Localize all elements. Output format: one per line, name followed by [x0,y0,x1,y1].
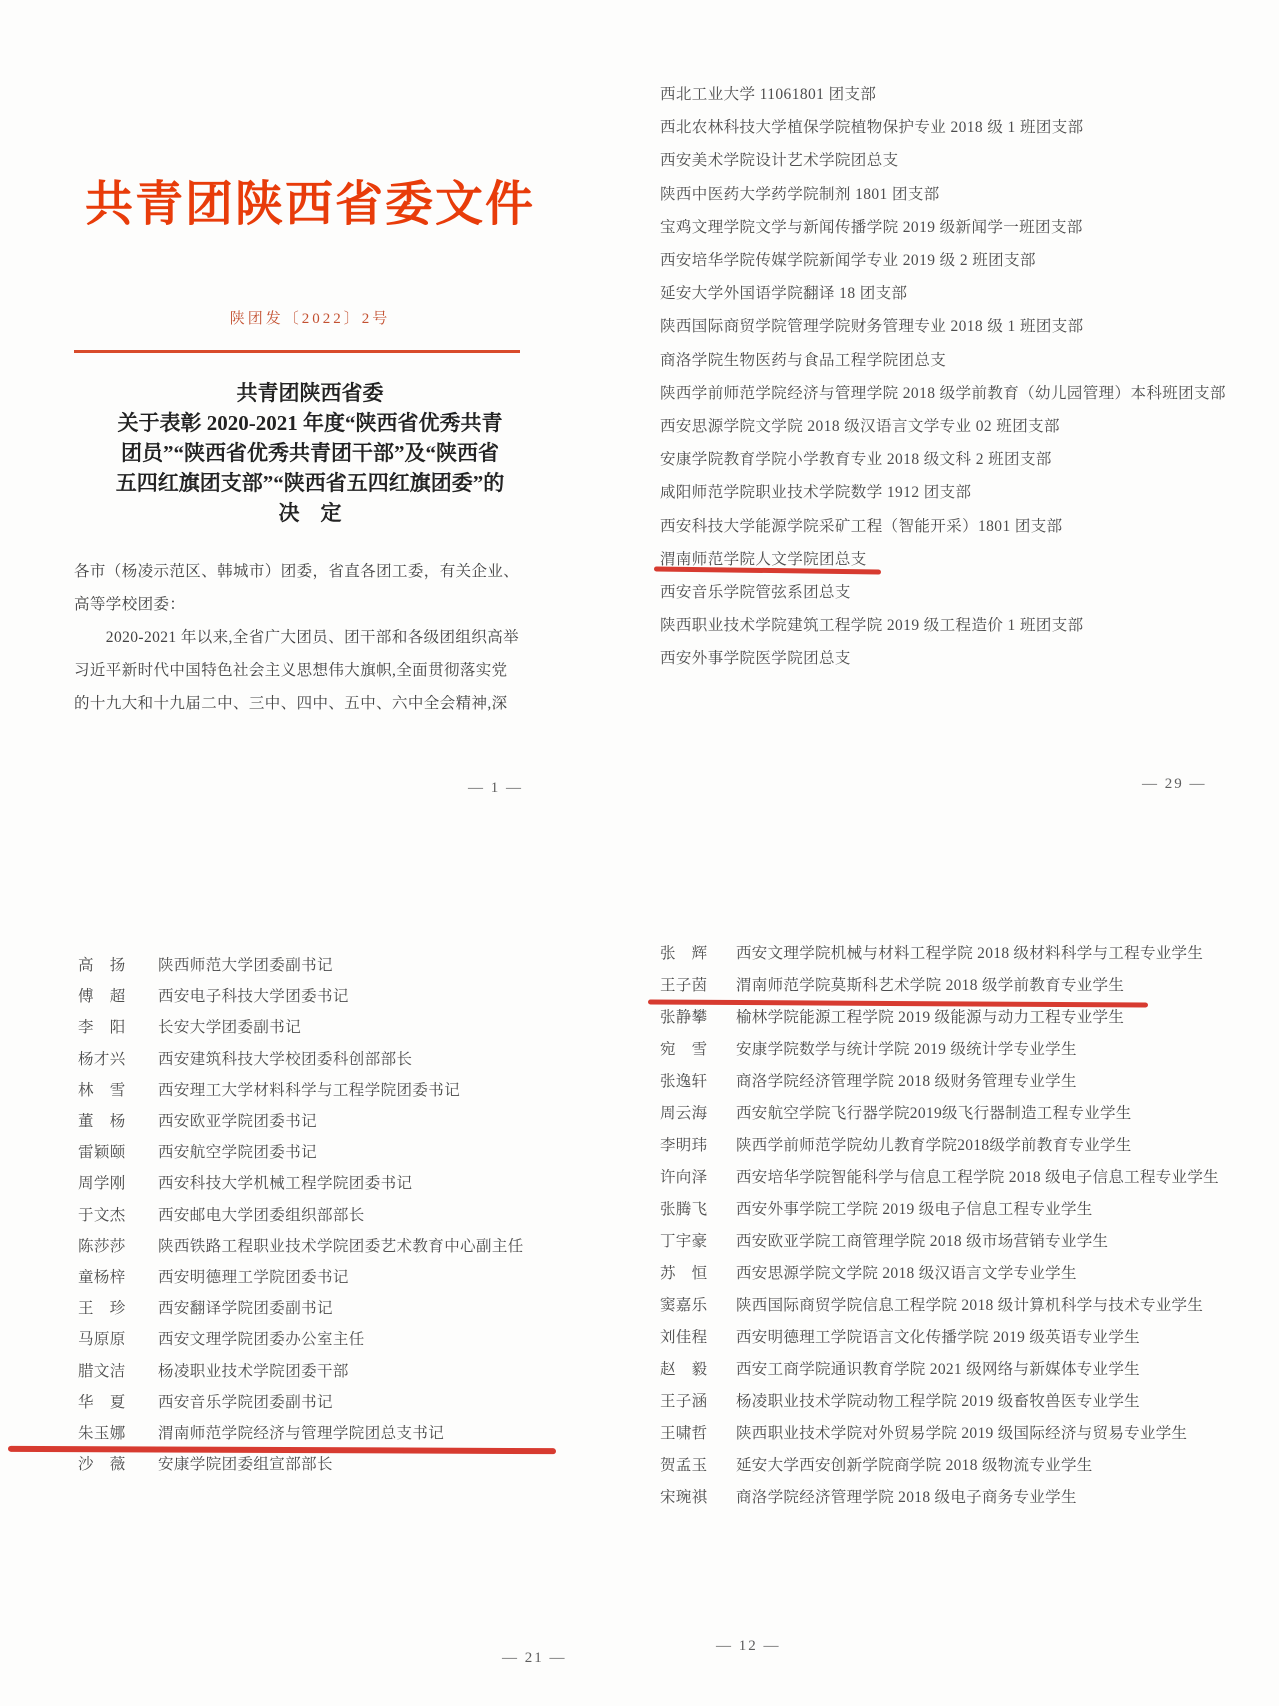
list-item [78,1324,560,1355]
person-name: 杨才兴 [78,1050,126,1068]
person-description: 陕西师范大学团委副书记 [158,957,333,974]
list-item [660,443,1238,476]
text-line [74,555,530,588]
list-item [78,950,560,981]
person-name: 宋琬祺 [660,1489,708,1506]
decision-title [50,378,570,528]
list-item [660,144,1238,177]
person-name: 刘佳程 [660,1329,708,1346]
person-name: 王子茵 [660,977,708,994]
list-item [78,1387,560,1418]
person-name: 于文杰 [78,1206,126,1224]
list-item [660,1418,1244,1450]
person-description: 西安科技大学机械工程学院团委书记 [158,1175,413,1193]
line-text: 西安音乐学院管弦系团总支 [660,584,851,602]
person-name: 王 珍 [78,1300,126,1318]
list-item [660,410,1238,443]
person-name: 周云海 [660,1105,708,1122]
person-name: 张腾飞 [660,1201,708,1218]
list-item [78,1012,560,1043]
line-text: 各市（杨凌示范区、韩城市）团委，省直各团工委，有关企业、 [74,563,520,580]
person-description: 安康学院团委组宣部部长 [158,1456,333,1474]
line-text: 安康学院教育学院小学教育专业 2018 级文科 2 班团支部 [660,451,1052,469]
person-description: 商洛学院经济管理学院 2018 级电子商务专业学生 [736,1489,1077,1506]
person-description: 西安建筑科技大学校团委科创部部长 [158,1050,413,1068]
text-line [50,438,570,468]
list-item [660,1098,1244,1130]
document-header: 共青团陕西省委文件 [84,178,535,231]
line-text: 西安美术学院设计艺术学院团总支 [660,152,899,170]
list-item [660,377,1238,410]
list-item [660,1226,1244,1258]
line-text: 陕西国际商贸学院管理学院财务管理专业 2018 级 1 班团支部 [660,318,1084,336]
list-item-highlighted [660,970,1244,1002]
list-item [660,609,1238,642]
person-description: 西安音乐学院团委副书记 [158,1393,333,1411]
student-list [660,938,1244,1514]
list-item [78,1449,560,1480]
list-item [78,1200,560,1231]
list-item-highlighted [660,543,1238,576]
line-text: 高等学校团委： [74,596,186,613]
line-text: 渭南师范学院人文学院团总支 [660,550,867,568]
list-item [660,1258,1244,1290]
person-name: 赵 毅 [660,1361,708,1378]
line-text: 咸阳师范学院职业技术学院数学 1912 团支部 [660,484,972,502]
line-text: 西安培华学院传媒学院新闻学专业 2019 级 2 班团支部 [660,252,1036,270]
line-text: 五四红旗团支部”“陕西省五四红旗团委”的 [115,471,505,495]
person-description: 西安理工大学材料科学与工程学院团委书记 [158,1081,461,1099]
list-item [660,1034,1244,1066]
list-item [660,178,1238,211]
person-description: 陕西职业技术学院对外贸易学院 2019 级国际经济与贸易专业学生 [736,1425,1188,1442]
person-name: 傅 超 [78,988,126,1006]
person-name: 沙 薇 [78,1456,126,1474]
text-line [50,408,570,438]
list-item [78,1293,560,1324]
person-name: 高 扬 [78,957,126,974]
person-name: 苏 恒 [660,1265,708,1282]
line-text: 宝鸡文理学院文学与新闻传播学院 2019 级新闻学一班团支部 [660,218,1083,236]
list-item [78,1044,560,1075]
person-description: 杨凌职业技术学院动物工程学院 2019 级畜牧兽医专业学生 [736,1393,1140,1410]
red-divider [74,350,520,353]
list-item [660,1290,1244,1322]
person-name: 丁宇豪 [660,1233,708,1250]
list-item [660,310,1238,343]
person-name: 张静攀 [660,1009,708,1026]
page-number-12: — 12 — [716,1638,781,1654]
list-item [660,1162,1244,1194]
person-name: 腊文洁 [78,1362,126,1380]
person-name: 周学刚 [78,1175,126,1193]
line-text: 关于表彰 2020-2021 年度“陕西省优秀共青 [117,411,503,435]
list-item [660,1386,1244,1418]
list-item [660,1322,1244,1354]
person-description: 陕西学前师范学院幼儿教育学院2018级学前教育专业学生 [736,1137,1132,1154]
person-description: 延安大学西安创新学院商学院 2018 级物流专业学生 [736,1457,1093,1474]
person-description: 陕西国际商贸学院信息工程学院 2018 级计算机科学与技术专业学生 [736,1297,1204,1314]
list-item [660,576,1238,609]
person-name: 宛 雪 [660,1041,708,1058]
line-text: 习近平新时代中国特色社会主义思想伟大旗帜,全面贯彻落实党 [74,662,508,679]
list-item [78,1168,560,1199]
body-text [74,555,530,720]
list-item [660,476,1238,509]
list-item [78,1075,560,1106]
person-description: 西安翻译学院团委副书记 [158,1300,333,1318]
list-item [660,1066,1244,1098]
text-line [74,588,530,621]
line-text: 西安思源学院文学院 2018 级汉语言文学专业 02 班团支部 [660,418,1060,436]
person-description: 西安邮电大学团委组织部部长 [158,1206,365,1224]
line-text: 陕西中医药大学药学院制剂 1801 团支部 [660,185,940,203]
person-description: 西安文理学院机械与材料工程学院 2018 级材料科学与工程专业学生 [736,945,1204,962]
list-item [78,1106,560,1137]
person-name: 朱玉娜 [78,1425,126,1443]
line-text: 延安大学外国语学院翻译 18 团支部 [660,285,908,303]
person-name: 李 阳 [78,1019,126,1037]
person-name: 董 杨 [78,1113,126,1131]
line-text: 共青团陕西省委 [236,381,384,405]
person-description: 西安培华学院智能科学与信息工程学院 2018 级电子信息工程专业学生 [736,1169,1219,1186]
list-item [660,1194,1244,1226]
page-cover [60,150,560,915]
doc-number: 陕团发〔2022〕2号 [229,311,391,327]
line-text: 商洛学院生物医药与食品工程学院团总支 [660,351,947,369]
person-name: 张逸轩 [660,1073,708,1090]
list-item [660,510,1238,543]
person-name: 王啸哲 [660,1425,708,1442]
person-name: 马原原 [78,1331,126,1349]
person-description: 商洛学院经济管理学院 2018 级财务管理专业学生 [736,1073,1077,1090]
list-item [660,244,1238,277]
person-name: 王子涵 [660,1393,708,1410]
text-line [74,621,530,654]
page-number-21: — 21 — [502,1650,567,1666]
list-item [660,1130,1244,1162]
person-name: 林 雪 [78,1081,126,1099]
person-description: 榆林学院能源工程学院 2019 级能源与动力工程专业学生 [736,1009,1125,1026]
person-name: 童杨梓 [78,1269,126,1287]
list-item [660,277,1238,310]
line-text: 陕西职业技术学院建筑工程学院 2019 级工程造价 1 班团支部 [660,617,1084,635]
page-cadre-list [78,950,560,1480]
person-name: 许向泽 [660,1169,708,1186]
line-text: 西安外事学院医学院团总支 [660,650,851,668]
page-student-list [660,938,1244,1514]
text-line [74,687,530,720]
person-name: 陈莎莎 [78,1237,126,1255]
list-item [660,78,1238,111]
person-description: 西安欧亚学院团委书记 [158,1113,318,1131]
person-name: 雷颖颐 [78,1144,126,1162]
list-item [78,981,560,1012]
person-description: 西安文理学院团委办公室主任 [158,1331,365,1349]
person-description: 安康学院数学与统计学院 2019 级统计学专业学生 [736,1041,1077,1058]
person-name: 张 辉 [660,945,708,962]
list-item [660,344,1238,377]
list-item [78,1262,560,1293]
list-item [660,938,1244,970]
person-name: 华 夏 [78,1393,126,1411]
list-item [660,642,1238,675]
line-text: 2020-2021 年以来,全省广大团员、团干部和各级团组织高举 [74,629,520,646]
list-item [660,111,1238,144]
list-item [78,1231,560,1262]
list-item [660,1482,1244,1514]
person-name: 贺孟玉 [660,1457,708,1474]
list-item-highlighted [78,1418,560,1449]
list-item [78,1356,560,1387]
person-description: 西安电子科技大学团委书记 [158,988,349,1006]
list-item [660,1450,1244,1482]
list-item [78,1137,560,1168]
line-text: 决 定 [278,501,342,525]
person-name: 李明玮 [660,1137,708,1154]
person-description: 西安思源学院文学院 2018 级汉语言文学专业学生 [736,1265,1077,1282]
person-description: 渭南师范学院莫斯科艺术学院 2018 级学前教育专业学生 [736,977,1125,994]
cadre-list [78,950,560,1480]
list-item [660,1354,1244,1386]
line-text: 团员”“陕西省优秀共青团干部”及“陕西省 [121,441,499,465]
person-description: 长安大学团委副书记 [158,1019,302,1037]
text-line [50,378,570,408]
person-description: 杨凌职业技术学院团委干部 [158,1362,349,1380]
list-item [660,211,1238,244]
line-text: 西北工业大学 11061801 团支部 [660,86,877,103]
branch-list [660,78,1238,676]
line-text: 西北农林科技大学植保学院植物保护专业 2018 级 1 班团支部 [660,119,1084,137]
line-text: 西安科技大学能源学院采矿工程（智能开采）1801 团支部 [660,517,1063,535]
line-text: 的十九大和十九届二中、三中、四中、五中、六中全会精神,深 [74,695,508,712]
list-item [660,1002,1244,1034]
person-name: 窦嘉乐 [660,1297,708,1314]
page-number-1: — 1 — [468,780,523,796]
person-description: 西安外事学院工学院 2019 级电子信息工程专业学生 [736,1201,1093,1218]
line-text: 陕西学前师范学院经济与管理学院 2018 级学前教育（幼儿园管理）本科班团支部 [660,384,1226,402]
person-description: 渭南师范学院经济与管理学院团总支书记 [158,1425,445,1443]
text-line [50,468,570,498]
text-line [50,498,570,528]
person-description: 西安航空学院团委书记 [158,1144,318,1162]
person-description: 西安工商学院通识教育学院 2021 级网络与新媒体专业学生 [736,1361,1140,1378]
page-branch-list [660,78,1238,676]
person-description: 西安明德理工学院语言文化传播学院 2019 级英语专业学生 [736,1329,1140,1346]
person-description: 西安明德理工学院团委书记 [158,1269,349,1287]
page-number-29: — 29 — [1142,776,1207,792]
person-description: 西安航空学院飞行器学院2019级飞行器制造工程专业学生 [736,1105,1132,1122]
person-description: 陕西铁路工程职业技术学院团委艺术教育中心副主任 [158,1237,524,1255]
person-description: 西安欧亚学院工商管理学院 2018 级市场营销专业学生 [736,1233,1109,1250]
text-line [74,654,530,687]
